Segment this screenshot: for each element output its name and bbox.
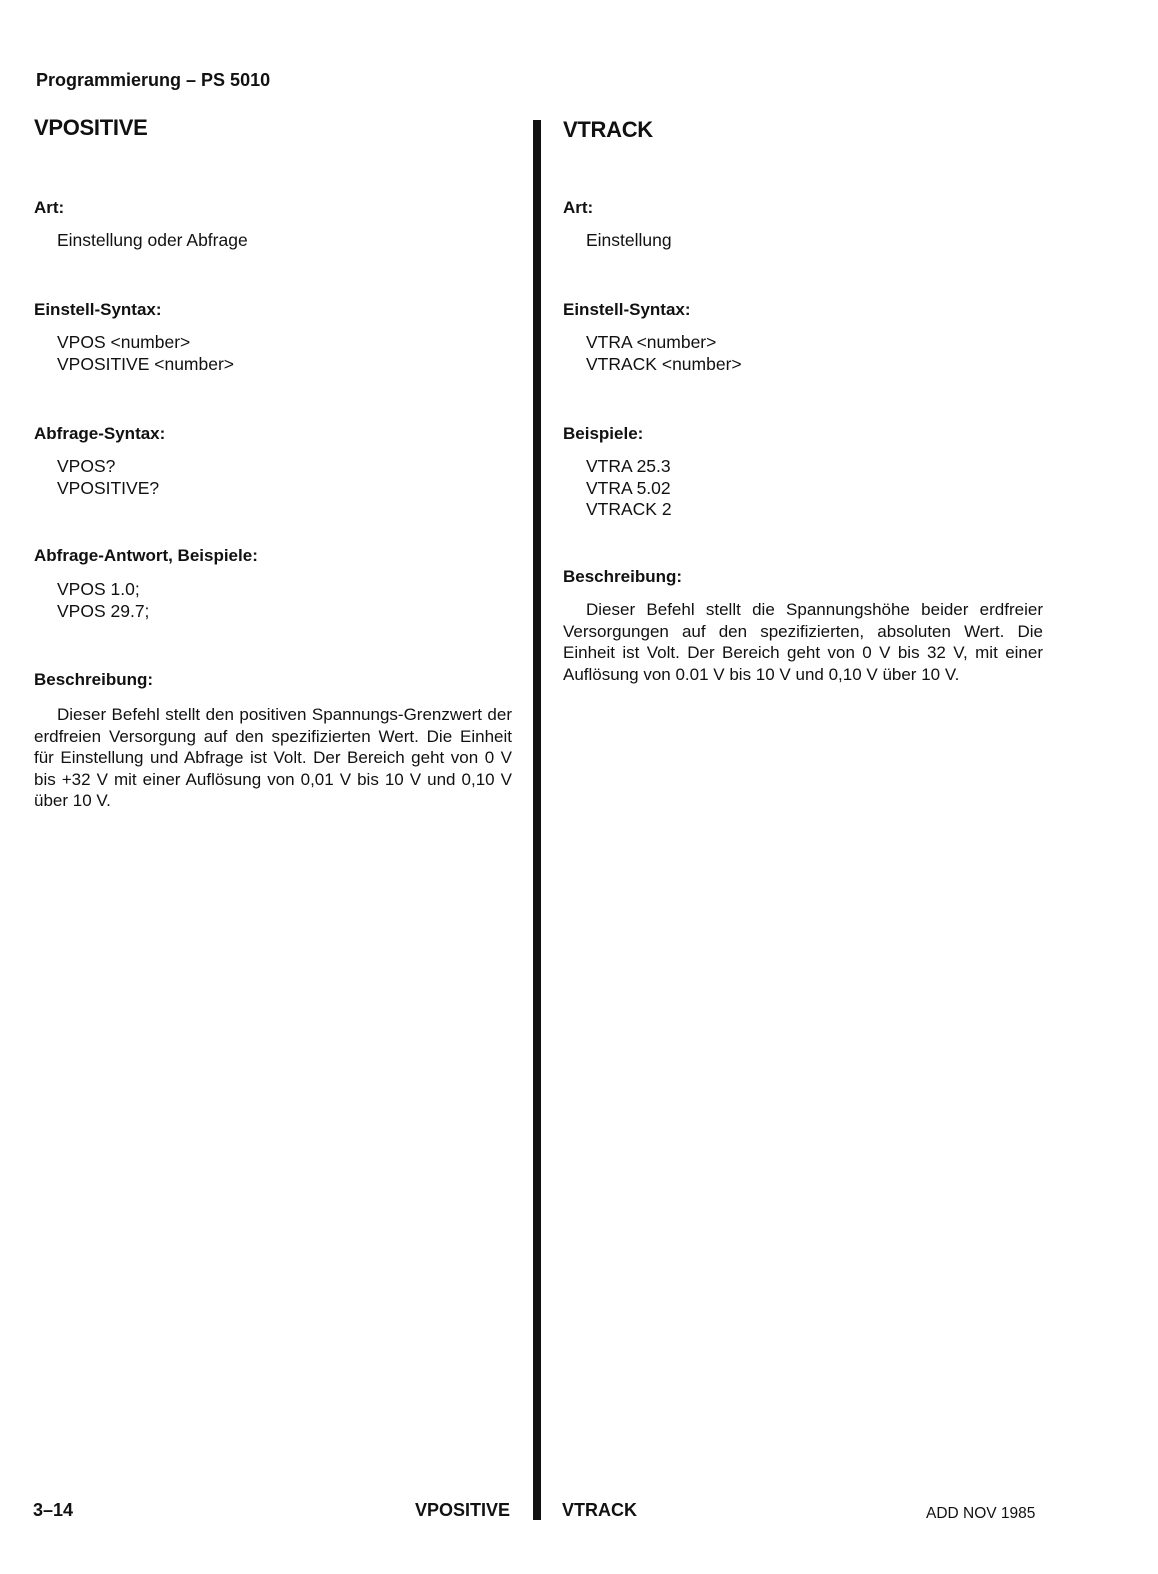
set-syntax-line: VTRA <number> bbox=[586, 332, 717, 352]
examples-label: Beispiele: bbox=[563, 424, 644, 443]
art-value-text: Einstellung bbox=[586, 230, 672, 250]
art-label: Art: bbox=[34, 198, 65, 217]
footer-date: ADD NOV 1985 bbox=[926, 1505, 1036, 1522]
art-value-text: Einstellung oder Abfrage bbox=[57, 230, 248, 250]
art-value bbox=[57, 230, 248, 252]
examples-block bbox=[586, 456, 672, 521]
example-line: VTRA 5.02 bbox=[586, 477, 671, 498]
footer-left-command: VPOSITIVE bbox=[415, 1500, 511, 1520]
description-text: Dieser Befehl stellt den positiven Spannungs-Grenzwert der erdfreien Versorgung auf den spezifizierten Wert. Die Einheit für Einstellung und Abfrage ist Volt. Der Bereich geht von 0 V bis +32 V mit einer Auflösung von 0,01 V bis 10 V und 0,10 V über 10 V. bbox=[34, 705, 512, 810]
set-syntax-block bbox=[57, 332, 234, 375]
set-syntax-line: VTRACK <number> bbox=[586, 353, 742, 374]
query-syntax-line: VPOS? bbox=[57, 456, 116, 476]
query-syntax-block bbox=[57, 456, 159, 499]
description-label: Beschreibung: bbox=[34, 670, 154, 689]
example-line: VTRA 25.3 bbox=[586, 456, 671, 476]
description-text: Dieser Befehl stellt die Spannungshöhe beider erdfreier Versorgungen auf den spezifizierten, absoluten Wert. Die Einheit ist Volt. Der Bereich geht von 0 V bis 32 V, mit einer Auflösung von 0.01 V bis 10 V und 0,10 V über 10 V. bbox=[563, 600, 1043, 684]
query-syntax-line: VPOSITIVE? bbox=[57, 477, 160, 498]
command-title-vpositive: VPOSITIVE bbox=[34, 115, 148, 140]
example-line: VTRACK 2 bbox=[586, 499, 672, 519]
query-response-line: VPOS 29.7; bbox=[57, 600, 150, 621]
set-syntax-block bbox=[586, 332, 742, 375]
column-divider bbox=[533, 120, 541, 1520]
query-syntax-label: Abfrage-Syntax: bbox=[34, 424, 166, 443]
query-response-label: Abfrage-Antwort, Beispiele: bbox=[34, 546, 258, 565]
set-syntax-label: Einstell-Syntax: bbox=[563, 300, 691, 319]
query-response-block bbox=[57, 579, 149, 622]
set-syntax-label: Einstell-Syntax: bbox=[34, 300, 162, 319]
set-syntax-line: VPOSITIVE <number> bbox=[57, 353, 235, 374]
query-response-line: VPOS 1.0; bbox=[57, 579, 140, 599]
art-label: Art: bbox=[563, 198, 594, 217]
set-syntax-line: VPOS <number> bbox=[57, 332, 191, 352]
description-label: Beschreibung: bbox=[563, 567, 683, 586]
command-title-vtrack: VTRACK bbox=[563, 117, 653, 142]
page-number: 3–14 bbox=[33, 1500, 74, 1520]
running-title: Programmierung – PS 5010 bbox=[36, 70, 271, 90]
footer-right-command: VTRACK bbox=[562, 1500, 637, 1520]
art-value bbox=[586, 230, 672, 252]
